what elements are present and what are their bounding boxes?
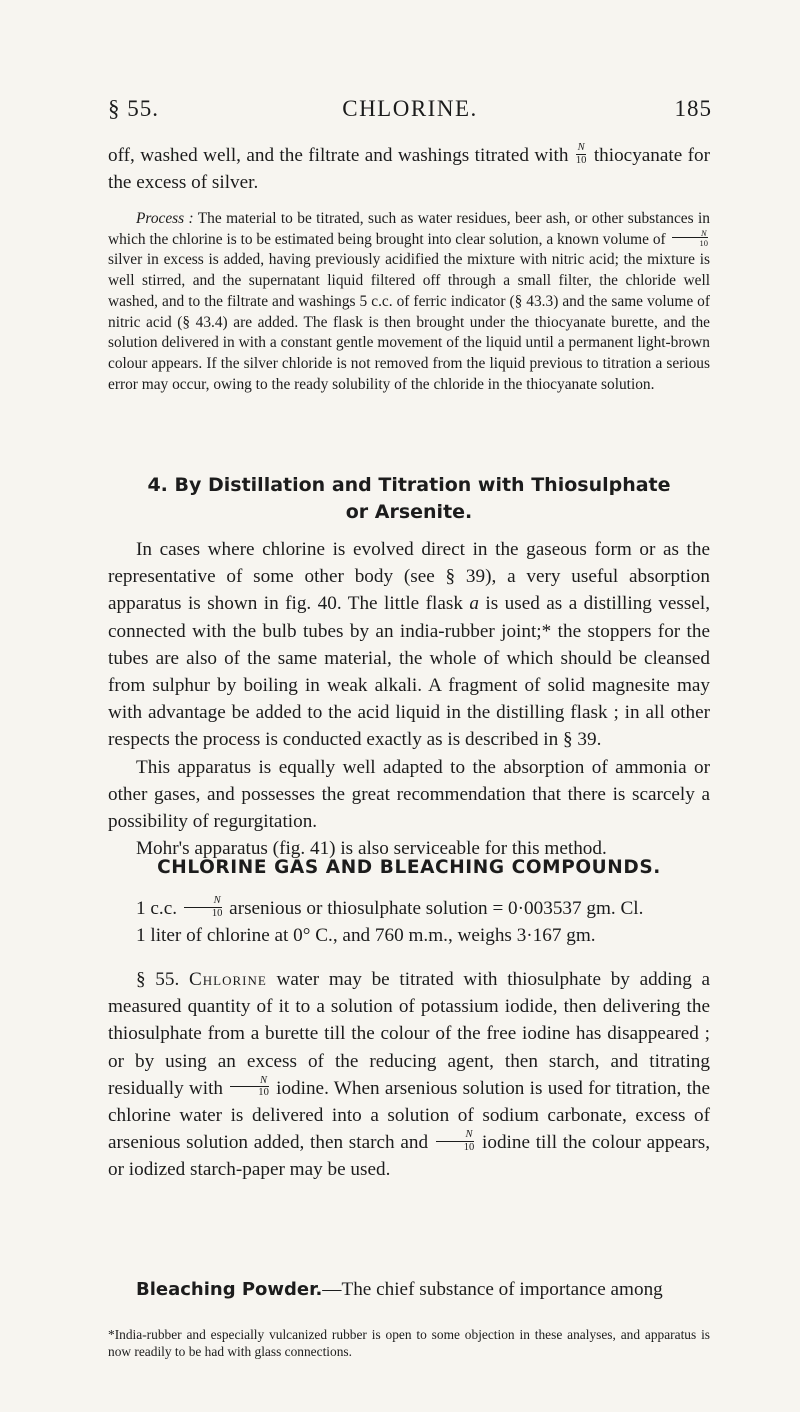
running-title: CHLORINE. — [342, 96, 478, 121]
distillation-paragraph-3: Mohr's apparatus (fig. 41) is also serviceable for this method. — [136, 838, 607, 860]
carryover-text-1: off, washed well, and the filtrate and washings titrated with — [108, 145, 569, 166]
running-head — [108, 96, 712, 126]
normal-fraction: $\frac{N}{10}$ — [672, 229, 708, 248]
equivalent-line-2: 1 liter of chlorine at 0° C., and 760 m.m., weighs 3·167 gm. — [136, 925, 596, 947]
page-number: 185 — [674, 96, 712, 121]
distillation-section — [108, 536, 710, 862]
process-label: Process : — [136, 210, 194, 227]
distillation-paragraph-1: In cases where chlorine is evolved direct in the gaseous form or as the representative of some other body (see § 39), a very useful absorption apparatus is shown in fig. 40. The little flask a is used as a distilling vessel, connected with the bulb tubes by an india-rubber joint;* the stoppers for the tubes are also of the same material, the whole of which should be cleansed from sulphur by boiling in weak alkali. A fragment of solid magnesite may with advantage be added to the acid liquid in the distilling flask ; in all other respects the process is conducted exactly as is described in § 39. — [108, 539, 711, 751]
bleaching-label: Bleaching Powder. — [136, 1279, 323, 1300]
method-heading — [108, 472, 710, 526]
normal-fraction: $\frac{N}{10}$ — [184, 896, 223, 919]
carryover-text-2: thiocyanate for the excess of silver. — [108, 145, 711, 194]
equivalent-line-1: 1 c.c. $\frac{N}{10}$ arsenious or thiosulphate solution = 0·003537 gm. Cl. — [136, 895, 644, 919]
carryover-paragraph — [108, 142, 710, 196]
process-text-2: silver in excess is added, having previously acidified the mixture with nitric acid; the mixture is well stirred, and the supernatant liquid filtered off through a small filter, the chloride well washed, and to the filtrate and washings 5 c.c. of ferric indicator (§ 43.3) and the same volume of nitric acid (§ 43.4) are added. The flask is then brought under the thiocyanate burette, and the solution delivered in with a constant gentle movement of the liquid until a permanent light-brown colour appears. If the silver chloride is not removed from the liquid previous to titration a serious error may occur, owing to the ready solubility of the chloride in the thiocyanate solution. — [108, 251, 710, 393]
distillation-paragraph-2: This apparatus is equally well adapted to the absorption of ammonia or other gases, and possesses the great recommendation that there is scarcely a possibility of regurgitation. — [108, 756, 710, 833]
process-text-1: The material to be titrated, such as water residues, beer ash, or other substances in which the chlorine is to be estimated being brought into clear solution, a known volume of — [108, 210, 710, 248]
chlorine-term: Chlorine — [188, 969, 267, 990]
normal-fraction: $\frac{N}{10}$ — [436, 1130, 475, 1153]
bleaching-paragraph: Bleaching Powder.—The chief substance of importance among — [136, 1279, 663, 1300]
process-paragraph — [108, 209, 710, 395]
method-heading-line-2: or Arsenite. — [345, 501, 473, 523]
chlorine-water-paragraph: § 55. Chlorine water may be titrated with thiosulphate by adding a measured quantity of it to a solution of potassium iodide, then delivering the thiosulphate from a burette till the colour of the free iodine has disappeared ; or by using an excess of the reducing agent, then starch, and titrating residually with $\frac{N}{10}$ iodine. When arsenious solution is used for titration, the chlorine water is delivered into a solution of sodium carbonate, excess of arsenious solution added, then starch and $\frac{N}{10}$ iodine till the colour appears, or iodized starch-paper may be used. — [108, 969, 711, 1181]
normal-fraction: $\frac{N}{10}$ — [575, 142, 587, 166]
normal-fraction: $\frac{N}{10}$ — [230, 1076, 269, 1099]
flask-label: a — [469, 593, 479, 615]
section-title: CHLORINE GAS AND BLEACHING COMPOUNDS. — [157, 857, 661, 878]
paragraph-mark: § 55. — [136, 969, 180, 990]
method-heading-line-1: 4. By Distillation and Titration with Thiosulphate — [147, 474, 671, 496]
equivalents-block — [108, 895, 710, 949]
footnote: *India-rubber and especially vulcanized rubber is open to some objection in these analyses, and apparatus is now readily to be had with glass connections. — [108, 1327, 710, 1359]
section-mark: § 55. — [108, 96, 159, 121]
